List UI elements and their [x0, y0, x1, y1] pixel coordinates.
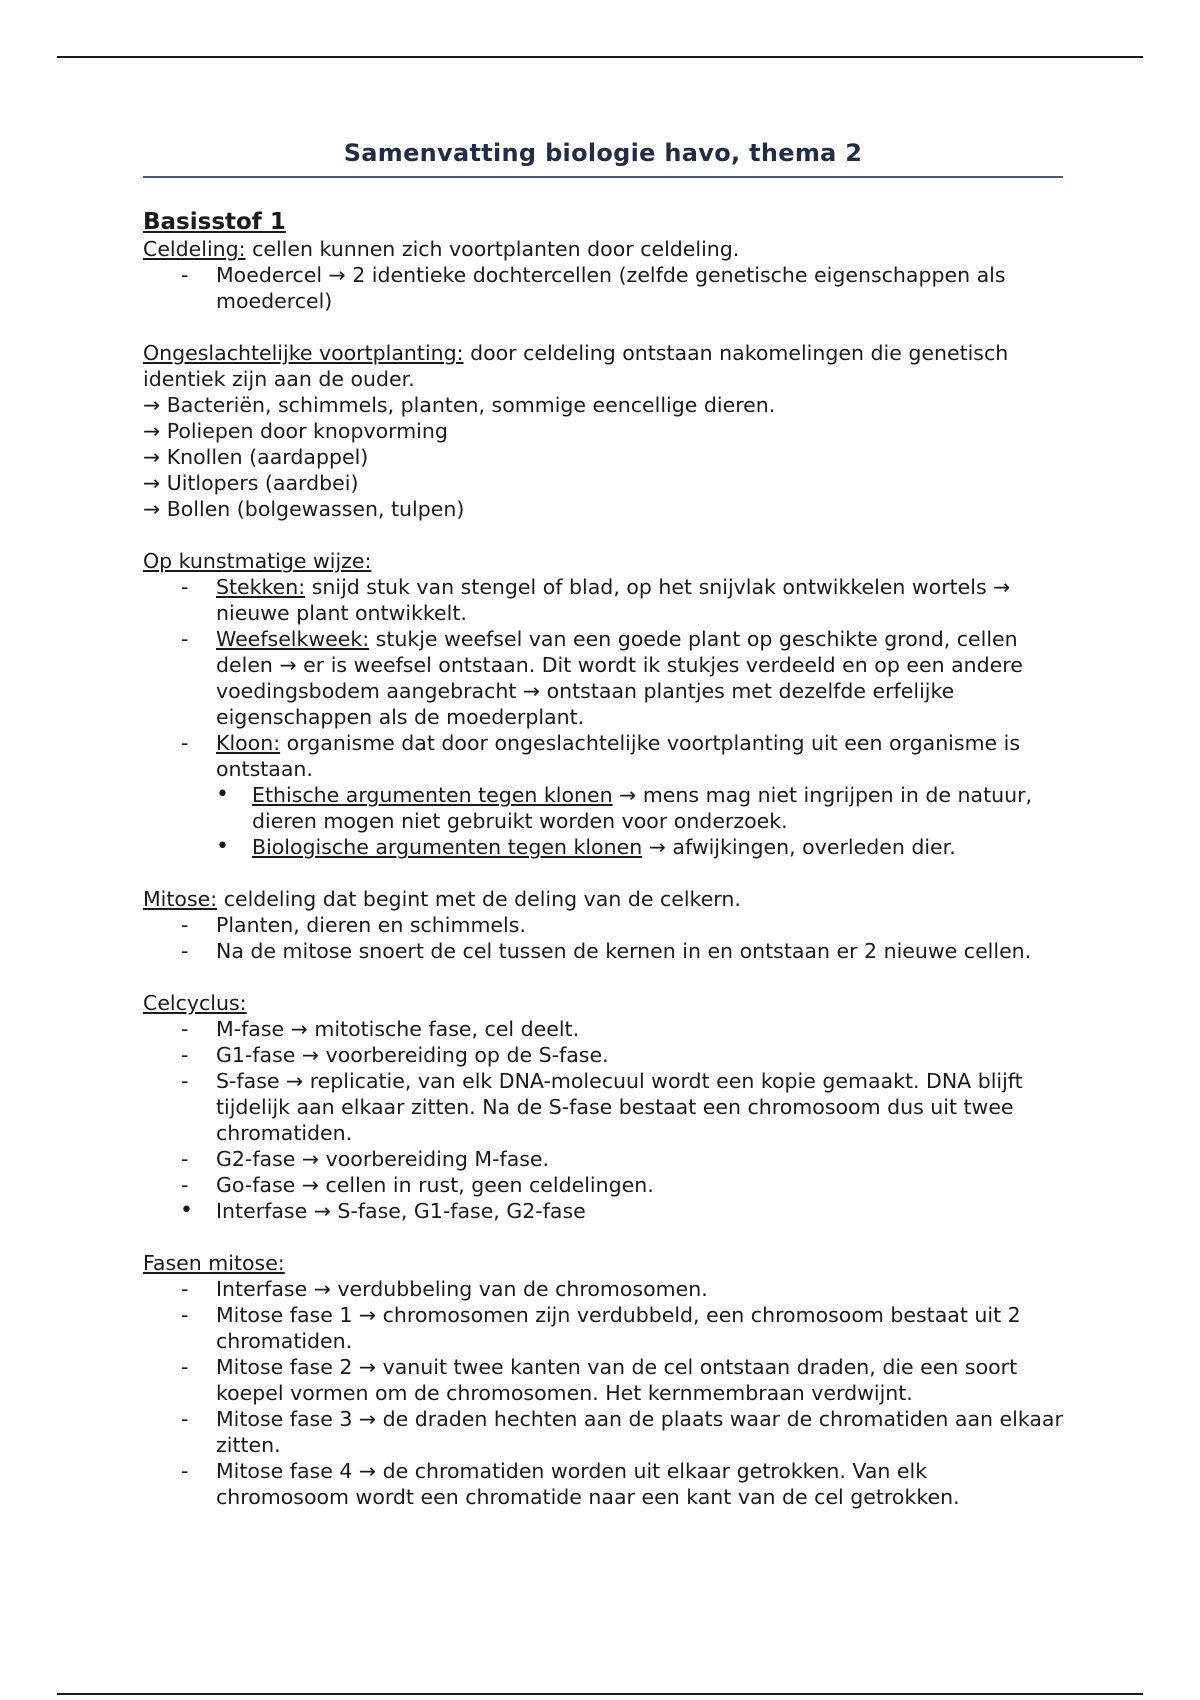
stekken-text: snijd stuk van stengel of blad, op het snijvlak ontwikkelen wortels → nieuwe plant ontwikkelt. [216, 575, 1011, 625]
ethisch-text: → mens mag niet ingrijpen in de natuur, dieren mogen niet gebruikt worden voor onderzoek. [252, 783, 1033, 833]
list-item: - Go-fase → cellen in rust, geen celdelingen. [143, 1172, 1063, 1198]
mitose-paragraph [143, 886, 1063, 912]
mitose-list [143, 912, 1063, 964]
list-item-interfase: • Interfase → S-fase, G1-fase, G2-fase [143, 1198, 1063, 1224]
list-item-biologisch [216, 834, 1063, 860]
arrow-line: → Bacteriën, schimmels, planten, sommige eencellige dieren. [143, 393, 776, 417]
weefsel-term: Weefselkweek: [216, 627, 370, 651]
bottom-rule [57, 1693, 1143, 1695]
mitose-text: celdeling dat begint met de deling van de celkern. [217, 887, 741, 911]
list-item: - Mitose fase 4 → de chromatiden worden uit elkaar getrokken. Van elk chromosoom wordt een chromatide naar een kant van de cel getrokken. [143, 1458, 1063, 1510]
list-item: - Moedercel → 2 identieke dochtercellen (zelfde genetische eigenschappen als moedercel) [143, 262, 1063, 314]
list-item-weefselkweek [143, 626, 1063, 730]
bio-text: → afwijkingen, overleden dier. [642, 835, 956, 859]
celdeling-paragraph [143, 236, 1063, 262]
fasen-term: Fasen mitose: [143, 1251, 285, 1275]
list-item: - Mitose fase 2 → vanuit twee kanten van de cel ontstaan draden, die een soort koepel vormen om de chromosomen. Het kernmembraan verdwijnt. [143, 1354, 1063, 1406]
ongeslachtelijk-text: door celdeling ontstaan nakomelingen die genetisch identiek zijn aan de ouder. [143, 341, 1009, 391]
ethisch-term: Ethische argumenten tegen klonen [252, 783, 613, 807]
kloon-term: Kloon: [216, 731, 281, 755]
kunstmatig-term: Op kunstmatige wijze: [143, 549, 372, 573]
celcyclus-term: Celcyclus: [143, 991, 247, 1015]
kunstmatig-heading [143, 548, 1063, 574]
arrow-line: → Knollen (aardappel) [143, 445, 369, 469]
celcyclus-heading [143, 990, 1063, 1016]
ongeslachtelijk-term: Ongeslachtelijke voortplanting: [143, 341, 464, 365]
celdeling-text: cellen kunnen zich voortplanten door celdeling. [245, 237, 740, 261]
list-item: - S-fase → replicatie, van elk DNA-molecuul wordt een kopie gemaakt. DNA blijft tijdelijk aan elkaar zitten. Na de S-fase bestaat een chromosoom dus uit twee chromatiden. [143, 1068, 1063, 1146]
fasen-heading [143, 1250, 1063, 1276]
list-item-ethisch [216, 782, 1063, 834]
page-title: Samenvatting biologie havo, thema 2 [143, 140, 1063, 178]
arrow-line: → Bollen (bolgewassen, tulpen) [143, 497, 465, 521]
list-item: - Mitose fase 1 → chromosomen zijn verdubbeld, een chromosoom bestaat uit 2 chromatiden. [143, 1302, 1063, 1354]
list-item: - G2-fase → voorbereiding M-fase. [143, 1146, 1063, 1172]
fasen-list [143, 1276, 1063, 1510]
list-item: - Na de mitose snoert de cel tussen de kernen in en ontstaan er 2 nieuwe cellen. [143, 938, 1063, 964]
celcyclus-list [143, 1016, 1063, 1224]
list-item-kloon [143, 730, 1063, 860]
list-item: - Mitose fase 3 → de draden hechten aan de plaats waar de chromatiden aan elkaar zitten. [143, 1406, 1063, 1458]
kloon-text: organisme dat door ongeslachtelijke voortplanting uit een organisme is ontstaan. [216, 731, 1021, 781]
section-heading: Basisstof 1 [143, 209, 286, 235]
arrow-line: → Poliepen door knopvorming [143, 419, 448, 443]
celdeling-term: Celdeling: [143, 237, 246, 261]
list-item: - Planten, dieren en schimmels. [143, 912, 1063, 938]
list-item: - G1-fase → voorbereiding op de S-fase. [143, 1042, 1063, 1068]
ongeslachtelijk-paragraph [143, 340, 1063, 392]
document-body [143, 140, 1063, 1510]
arrow-line: → Uitlopers (aardbei) [143, 471, 359, 495]
klonen-argumenten-list [216, 782, 1063, 860]
stekken-term: Stekken: [216, 575, 306, 599]
list-item: - Interfase → verdubbeling van de chromosomen. [143, 1276, 1063, 1302]
mitose-term: Mitose: [143, 887, 218, 911]
celdeling-list [143, 262, 1063, 314]
top-rule [57, 56, 1143, 58]
kunstmatig-list [143, 574, 1063, 860]
list-item: - M-fase → mitotische fase, cel deelt. [143, 1016, 1063, 1042]
list-item-stekken [143, 574, 1063, 626]
weefsel-text: stukje weefsel van een goede plant op geschikte grond, cellen delen → er is weefsel ontstaan. Dit wordt ik stukjes verdeeld en op een andere voedingsbodem aangebracht → ontstaan plantjes met dezelfde erfelijke eigenschappen als de moederplant. [216, 627, 1023, 729]
bio-term: Biologische argumenten tegen klonen [252, 835, 643, 859]
